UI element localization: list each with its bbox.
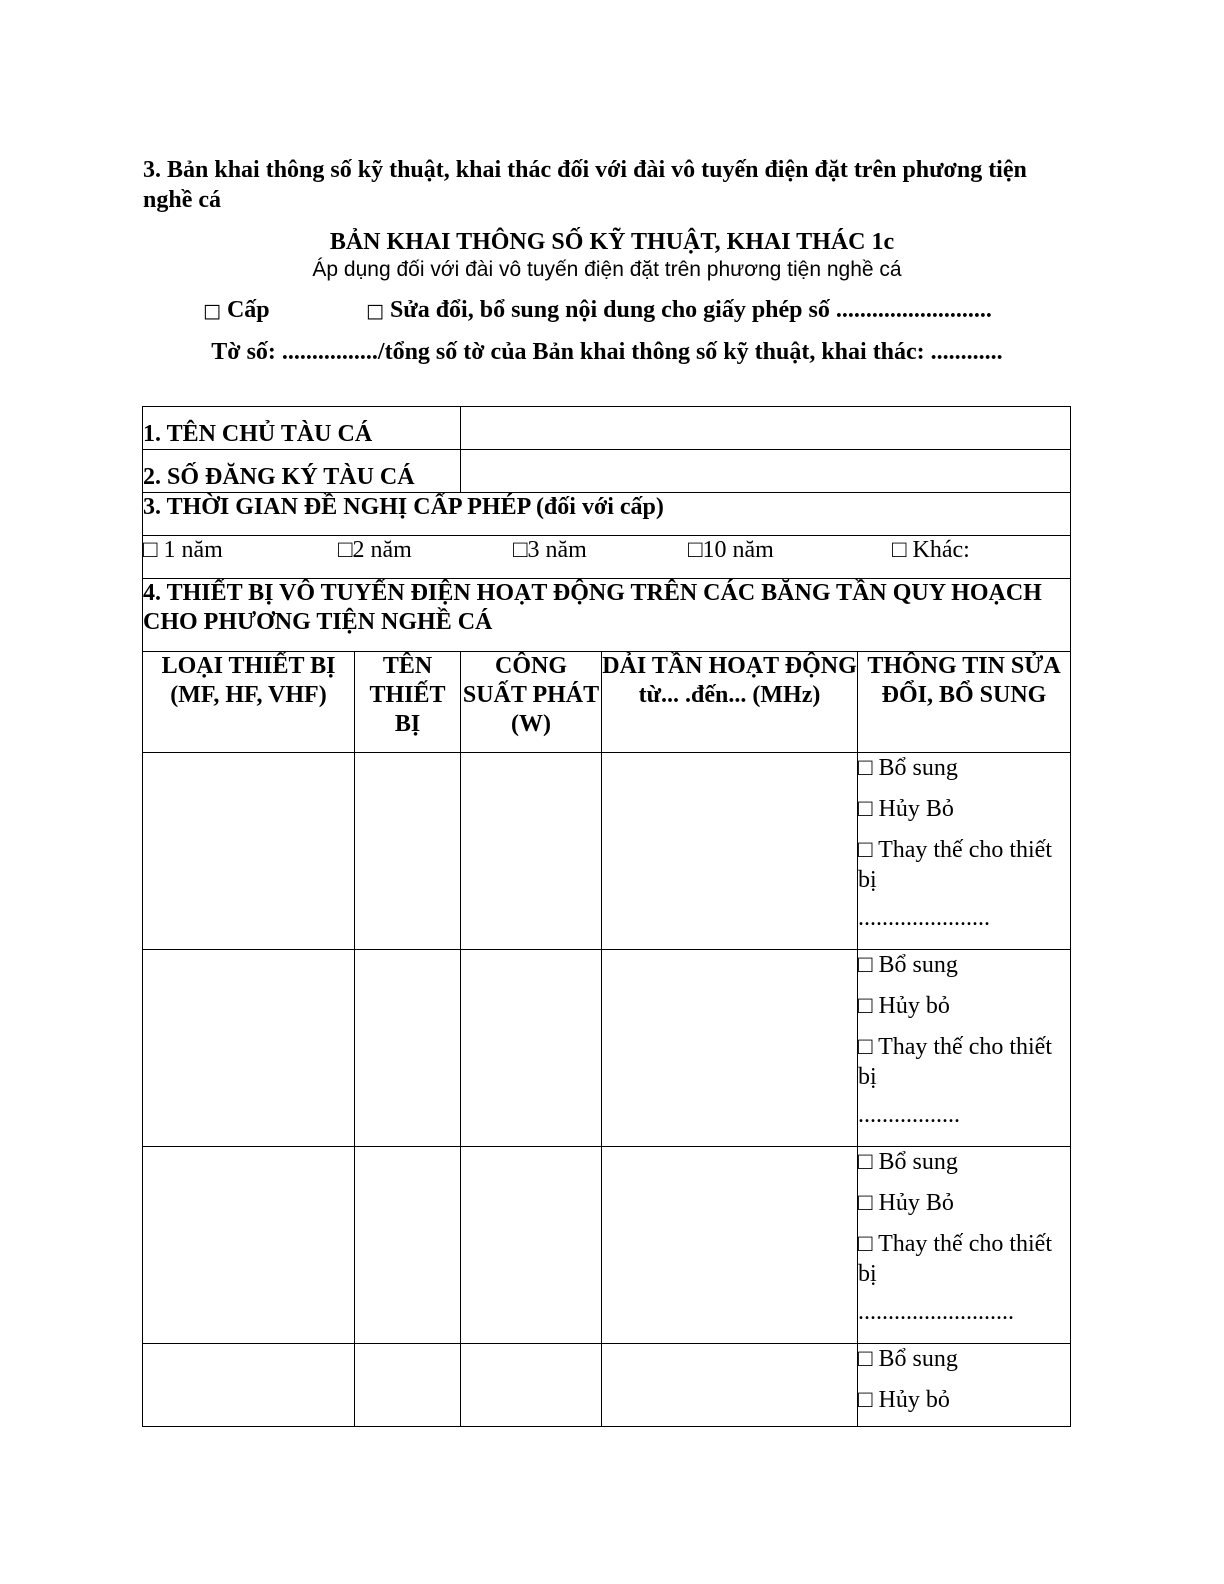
equipment-section-row	[143, 579, 1071, 652]
issue-option[interactable]	[203, 295, 270, 326]
checkbox-icon[interactable]: □	[366, 300, 384, 322]
period-10-years[interactable]: □10 năm	[688, 537, 774, 563]
amendment-cell	[858, 753, 1071, 950]
license-period-label: 3. THỜI GIAN ĐỀ NGHỊ CẤP PHÉP (đối với cấp)	[143, 493, 1071, 536]
option-replace[interactable]: □ Thay thế cho thiết bị	[858, 837, 1053, 893]
owner-row	[143, 407, 1071, 450]
frequency-range-cell[interactable]	[602, 1147, 858, 1344]
owner-field[interactable]	[461, 407, 1071, 450]
form-title: BẢN KHAI THÔNG SỐ KỸ THUẬT, KHAI THÁC 1c	[329, 229, 895, 255]
option-add[interactable]: □ Bổ sung	[858, 952, 958, 978]
registration-field[interactable]	[461, 450, 1071, 493]
option-cancel[interactable]: □ Hủy bỏ	[858, 1387, 950, 1413]
period-1-year[interactable]: □ 1 năm	[143, 537, 223, 563]
equipment-label: 4. THIẾT BỊ VÔ TUYẾN ĐIỆN HOẠT ĐỘNG TRÊN CÁC BĂNG TẦN QUY HOẠCH CHO PHƯƠNG TIỆN NGHỀ CÁ	[143, 579, 1071, 652]
amend-option[interactable]	[366, 295, 992, 326]
power-cell[interactable]	[461, 950, 602, 1147]
owner-label: 1. TÊN CHỦ TÀU CÁ	[143, 407, 461, 450]
table-row	[143, 950, 1071, 1147]
frequency-range-cell[interactable]	[602, 1344, 858, 1427]
period-options	[143, 536, 1071, 579]
replace-dots: .................	[858, 1102, 960, 1128]
table-row	[143, 1147, 1071, 1344]
period-3-years[interactable]: □3 năm	[513, 537, 587, 563]
registration-row	[143, 450, 1071, 493]
option-cancel[interactable]: □ Hủy Bỏ	[858, 1190, 954, 1216]
option-add[interactable]: □ Bổ sung	[858, 1346, 958, 1372]
column-header: CÔNG SUẤT PHÁT (W)	[461, 652, 602, 753]
column-header: THÔNG TIN SỬA ĐỔI, BỔ SUNG	[858, 652, 1071, 753]
power-cell[interactable]	[461, 1344, 602, 1427]
option-replace[interactable]: □ Thay thế cho thiết bị	[858, 1231, 1053, 1287]
sheet-number-line: Tờ số: ................/tổng số tờ của Bản khai thông số kỹ thuật, khai thác: ............	[211, 339, 1003, 365]
period-options-row	[143, 536, 1071, 579]
replace-dots: ..........................	[858, 1299, 1014, 1325]
option-add[interactable]: □ Bổ sung	[858, 1149, 958, 1175]
option-replace[interactable]: □ Thay thế cho thiết bị	[858, 1034, 1053, 1090]
frequency-range-cell[interactable]	[602, 950, 858, 1147]
equipment-name-cell[interactable]	[355, 950, 461, 1147]
column-header: TÊN THIẾT BỊ	[355, 652, 461, 753]
checkbox-icon[interactable]: □	[203, 300, 221, 322]
table-row	[143, 753, 1071, 950]
issue-option-label: Cấp	[226, 297, 270, 323]
period-other[interactable]: □ Khác:	[892, 537, 970, 563]
license-period-row	[143, 493, 1071, 536]
option-add[interactable]: □ Bổ sung	[858, 755, 958, 781]
equipment-name-cell[interactable]	[355, 1147, 461, 1344]
option-cancel[interactable]: □ Hủy bỏ	[858, 993, 950, 1019]
specification-table	[142, 406, 1071, 1427]
equipment-type-cell[interactable]	[143, 950, 355, 1147]
replace-dots: ......................	[858, 905, 990, 931]
equipment-type-cell[interactable]	[143, 753, 355, 950]
form-subtitle: Áp dụng đối với đài vô tuyến điện đặt trên phương tiện nghề cá	[312, 258, 902, 281]
section-title: 3. Bản khai thông số kỹ thuật, khai thác đối với đài vô tuyến điện đặt trên phương tiện nghề cá	[143, 157, 1027, 213]
equipment-type-cell[interactable]	[143, 1147, 355, 1344]
table-header-row	[143, 652, 1071, 753]
power-cell[interactable]	[461, 1147, 602, 1344]
equipment-name-cell[interactable]	[355, 1344, 461, 1427]
amendment-cell	[858, 950, 1071, 1147]
column-header: LOẠI THIẾT BỊ (MF, HF, VHF)	[143, 652, 355, 753]
power-cell[interactable]	[461, 753, 602, 950]
amendment-cell	[858, 1147, 1071, 1344]
table-row	[143, 1344, 1071, 1427]
column-header: DẢI TẦN HOẠT ĐỘNG từ... .đến... (MHz)	[602, 652, 858, 753]
equipment-name-cell[interactable]	[355, 753, 461, 950]
option-cancel[interactable]: □ Hủy Bỏ	[858, 796, 954, 822]
equipment-type-cell[interactable]	[143, 1344, 355, 1427]
frequency-range-cell[interactable]	[602, 753, 858, 950]
registration-label: 2. SỐ ĐĂNG KÝ TÀU CÁ	[143, 450, 461, 493]
amendment-cell	[858, 1344, 1071, 1427]
amend-option-label: Sửa đổi, bổ sung nội dung cho giấy phép số ..........................	[389, 297, 992, 323]
period-2-years[interactable]: □2 năm	[338, 537, 412, 563]
